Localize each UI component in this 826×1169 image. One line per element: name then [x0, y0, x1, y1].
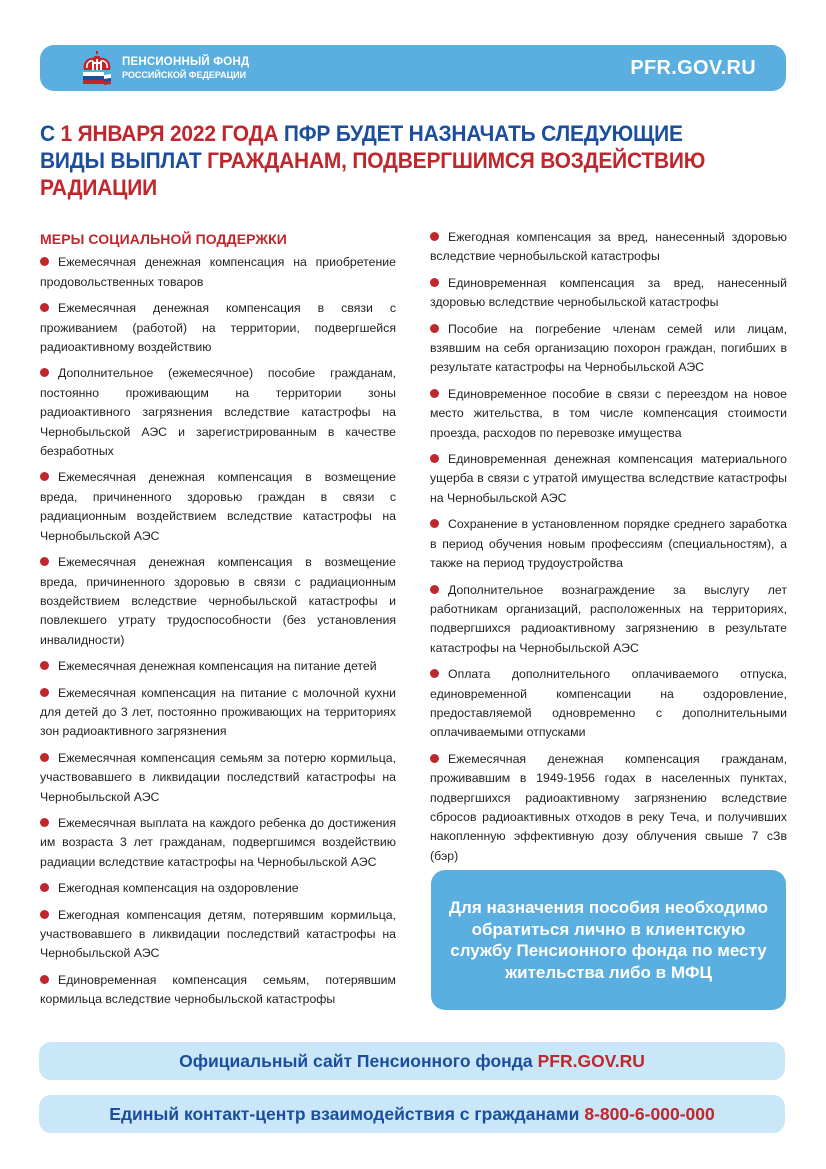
bullet-icon	[40, 910, 49, 919]
list-item: Ежемесячная денежная компенсация на питание детей	[40, 657, 396, 676]
list-item: Единовременное пособие в связи с переездом на новое место жительства, в том числе компенсация стоимости проезда, расходов по перевозке имущества	[430, 386, 787, 440]
section-heading: МЕРЫ СОЦИАЛЬНОЙ ПОДДЕРЖКИ	[40, 231, 287, 247]
footer-contact-bar	[39, 1095, 785, 1133]
bullet-icon	[40, 257, 49, 266]
bullet-icon	[430, 585, 439, 594]
bullet-icon	[40, 975, 49, 984]
contact-label: Единый контакт-центр взаимодействия с гражданами	[109, 1103, 580, 1124]
bullet-icon	[40, 557, 49, 566]
list-item: Ежегодная компенсация детям, потерявшим кормильца, участвовавшего в ликвидации последствий катастрофы на Чернобыльской АЭС	[40, 907, 396, 961]
measures-left-column	[40, 230, 396, 1017]
list-item: Дополнительное (ежемесячное) пособие гражданам, постоянно проживающим на территории зоны радиоактивного загрязнения вследствие катастрофы на Чернобыльской АЭС и зарегистрированным в качестве безработных	[40, 366, 396, 459]
bullet-icon	[40, 753, 49, 762]
bullet-icon	[40, 818, 49, 827]
title-part3: ПФР БУДЕТ НАЗНАЧАТЬ СЛЕДУЮЩИЕ ВИДЫ ВЫПЛАТ	[40, 121, 683, 173]
bullet-icon	[40, 883, 49, 892]
title-date: 1 ЯНВАРЯ 2022 ГОДА	[60, 121, 279, 146]
website-link[interactable]: PFR.GOV.RU	[537, 1050, 645, 1071]
bullet-icon	[430, 454, 439, 463]
page-title	[40, 120, 747, 201]
bullet-icon	[430, 389, 439, 398]
bullet-icon	[430, 669, 439, 678]
org-name-line1: ПЕНСИОННЫЙ ФОНД	[122, 55, 250, 68]
measures-right-column	[430, 228, 787, 873]
org-name-line2: РОССИЙСКОЙ ФЕДЕРАЦИИ	[122, 69, 247, 80]
list-item: Единовременная денежная компенсация материального ущерба в связи с утратой имущества вследствие катастрофы на Чернобыльской АЭС	[430, 452, 787, 505]
list-item: Ежемесячная денежная компенсация в возмещение вреда, причиненного здоровью в связи с радиационным воздействием вследствие чернобыльской катастрофы и повлекшего утрату трудоспособности (без установления инвалидности)	[40, 555, 396, 647]
org-name	[122, 56, 249, 81]
list-item: Ежемесячная денежная компенсация гражданам, проживавшим в 1949-1956 годах в населенных пунктах, подвергшихся радиоактивному загрязнению вследствие сбросов радиоактивных отходов в реку Теча, и получивших накопленную эффективную дозу облучения свыше 7 сЗв (бэр)	[430, 751, 787, 863]
footer-website-bar	[39, 1042, 785, 1080]
website-label: Официальный сайт Пенсионного фонда	[179, 1050, 533, 1071]
list-item: Ежемесячная компенсация на питание с молочной кухни для детей до 3 лет, постоянно проживающих на территориях зон радиоактивного загрязнения	[40, 685, 396, 739]
header-site-url[interactable]: PFR.GOV.RU	[630, 56, 756, 79]
bullet-icon	[40, 688, 49, 697]
bullet-icon	[40, 661, 49, 670]
list-item: Ежегодная компенсация на оздоровление	[40, 879, 396, 898]
bullet-icon	[430, 754, 439, 763]
list-item: Ежемесячная выплата на каждого ребенка до достижения им возраста 3 лет гражданам, подвергшимся воздействию радиации вследствие катастрофы на Чернобыльской АЭС	[40, 815, 396, 869]
title-part1: С	[40, 121, 61, 146]
list-item: Ежемесячная денежная компенсация в возмещение вреда, причиненного здоровью граждан в связи с радиационным воздействием вследствие катастрофы на Чернобыльской АЭС	[40, 470, 396, 543]
title-recipients: ГРАЖДАНАМ, ПОДВЕРГШИМСЯ ВОЗДЕЙСТВИЮ РАДИАЦИИ	[40, 148, 706, 200]
header-bar	[40, 45, 786, 91]
bullet-icon	[430, 519, 439, 528]
list-item: Единовременная компенсация семьям, потерявшим кормильца вследствие чернобыльской катастрофы	[40, 972, 396, 1007]
list-item: Оплата дополнительного оплачиваемого отпуска, единовременной компенсации на оздоровление, предоставляемой одновременно с дополнительными оплачиваемыми отпусками	[430, 667, 787, 740]
bullet-icon	[40, 472, 49, 481]
list-item: Ежегодная компенсация за вред, нанесенный здоровью вследствие чернобыльской катастрофы	[430, 230, 787, 264]
bullet-icon	[430, 324, 439, 333]
bullet-icon	[40, 303, 49, 312]
list-item: Ежемесячная компенсация семьям за потерю кормильца, участвовавшего в ликвидации последствий катастрофы на Чернобыльской АЭС	[40, 750, 396, 804]
brand	[80, 50, 249, 86]
list-item: Пособие на погребение членам семей или лицам, взявшим на себя организацию похорон граждан, погибших в результате катастрофы на Чернобыльской АЭС	[430, 321, 787, 375]
pfr-logo-icon	[80, 50, 114, 86]
bullet-icon	[40, 368, 49, 377]
bullet-icon	[430, 232, 439, 241]
list-item: Единовременная компенсация за вред, нанесенный здоровью вследствие чернобыльской катастрофы	[430, 275, 787, 310]
contact-phone[interactable]: 8-800-6-000-000	[584, 1103, 715, 1124]
list-item: Сохранение в установленном порядке среднего заработка в период обучения новым профессиям (специальностям), а также на период трудоустройства	[430, 517, 787, 571]
list-item: Дополнительное вознаграждение за выслугу лет работникам организаций, расположенных на территориях, подвергшихся радиоактивному загрязнению в результате катастрофы на Чернобыльской АЭС	[430, 582, 787, 655]
cta-box	[431, 870, 786, 1010]
list-item: Ежемесячная денежная компенсация в связи с проживанием (работой) на территории, подвергшейся радиоактивному воздействию	[40, 301, 396, 355]
list-item: Ежемесячная денежная компенсация на приобретение продовольственных товаров	[40, 255, 396, 289]
bullet-icon	[430, 278, 439, 287]
cta-text: Для назначения пособия необходимо обратиться лично в клиентскую службу Пенсионного фонда по месту жительства либо в МФЦ	[448, 898, 769, 982]
